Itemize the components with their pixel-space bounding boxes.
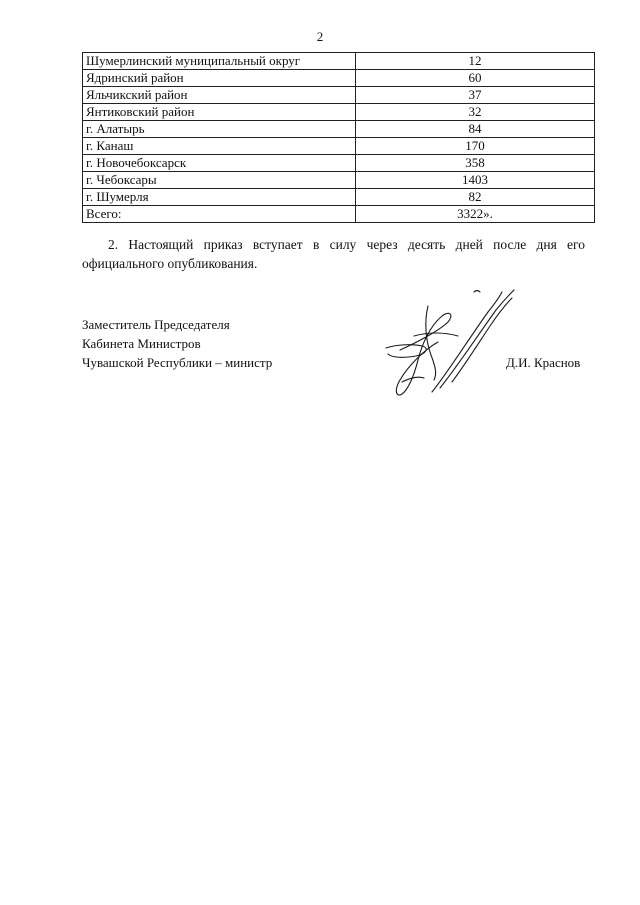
- table-cell-name: г. Алатырь: [83, 121, 356, 138]
- signer-name: Д.И. Краснов: [506, 355, 581, 370]
- table-cell-name: Янтиковский район: [83, 104, 356, 121]
- signatory-line-2: Кабинета Министров: [82, 336, 201, 351]
- table-cell-value: 82: [356, 189, 595, 206]
- signatory-line-3: Чувашской Республики – министр: [82, 355, 273, 370]
- table-cell-value: 32: [356, 104, 595, 121]
- handwritten-signature: [378, 282, 528, 410]
- table-row: [83, 104, 595, 121]
- table-row: [83, 189, 595, 206]
- paragraph-line-2: официального опубликования.: [82, 256, 258, 271]
- table-cell-value: 358: [356, 155, 595, 172]
- table-cell-value: 84: [356, 121, 595, 138]
- paragraph-line-1: 2. Настоящий приказ вступает в силу через десять дней после дня его: [108, 237, 585, 252]
- table-cell-name: Шумерлинский муниципальный округ: [83, 53, 356, 70]
- table-row: [83, 121, 595, 138]
- table-cell-value: 12: [356, 53, 595, 70]
- table-row: [83, 53, 595, 70]
- table-cell-name: г. Чебоксары: [83, 172, 356, 189]
- table-cell-name: г. Шумерля: [83, 189, 356, 206]
- table-cell-total-value: 3322».: [356, 206, 595, 223]
- table-cell-name: Яльчикский район: [83, 87, 356, 104]
- table-row: [83, 172, 595, 189]
- table-cell-value: 37: [356, 87, 595, 104]
- signatory-line-1: Заместитель Председателя: [82, 317, 230, 332]
- table-row: [83, 87, 595, 104]
- page-number: 2: [316, 29, 324, 44]
- distribution-table: [82, 52, 595, 223]
- table-cell-value: 1403: [356, 172, 595, 189]
- effective-date-paragraph: [82, 235, 585, 273]
- signatory-position: [82, 315, 272, 372]
- table-cell-name: г. Канаш: [83, 138, 356, 155]
- table-cell-value: 170: [356, 138, 595, 155]
- table-cell-name: г. Новочебоксарск: [83, 155, 356, 172]
- table-cell-total-label: Всего:: [83, 206, 356, 223]
- table-row: [83, 70, 595, 87]
- table-cell-value: 60: [356, 70, 595, 87]
- table-row: [83, 155, 595, 172]
- table-total-row: [83, 206, 595, 223]
- table-row: [83, 138, 595, 155]
- table-cell-name: Ядринский район: [83, 70, 356, 87]
